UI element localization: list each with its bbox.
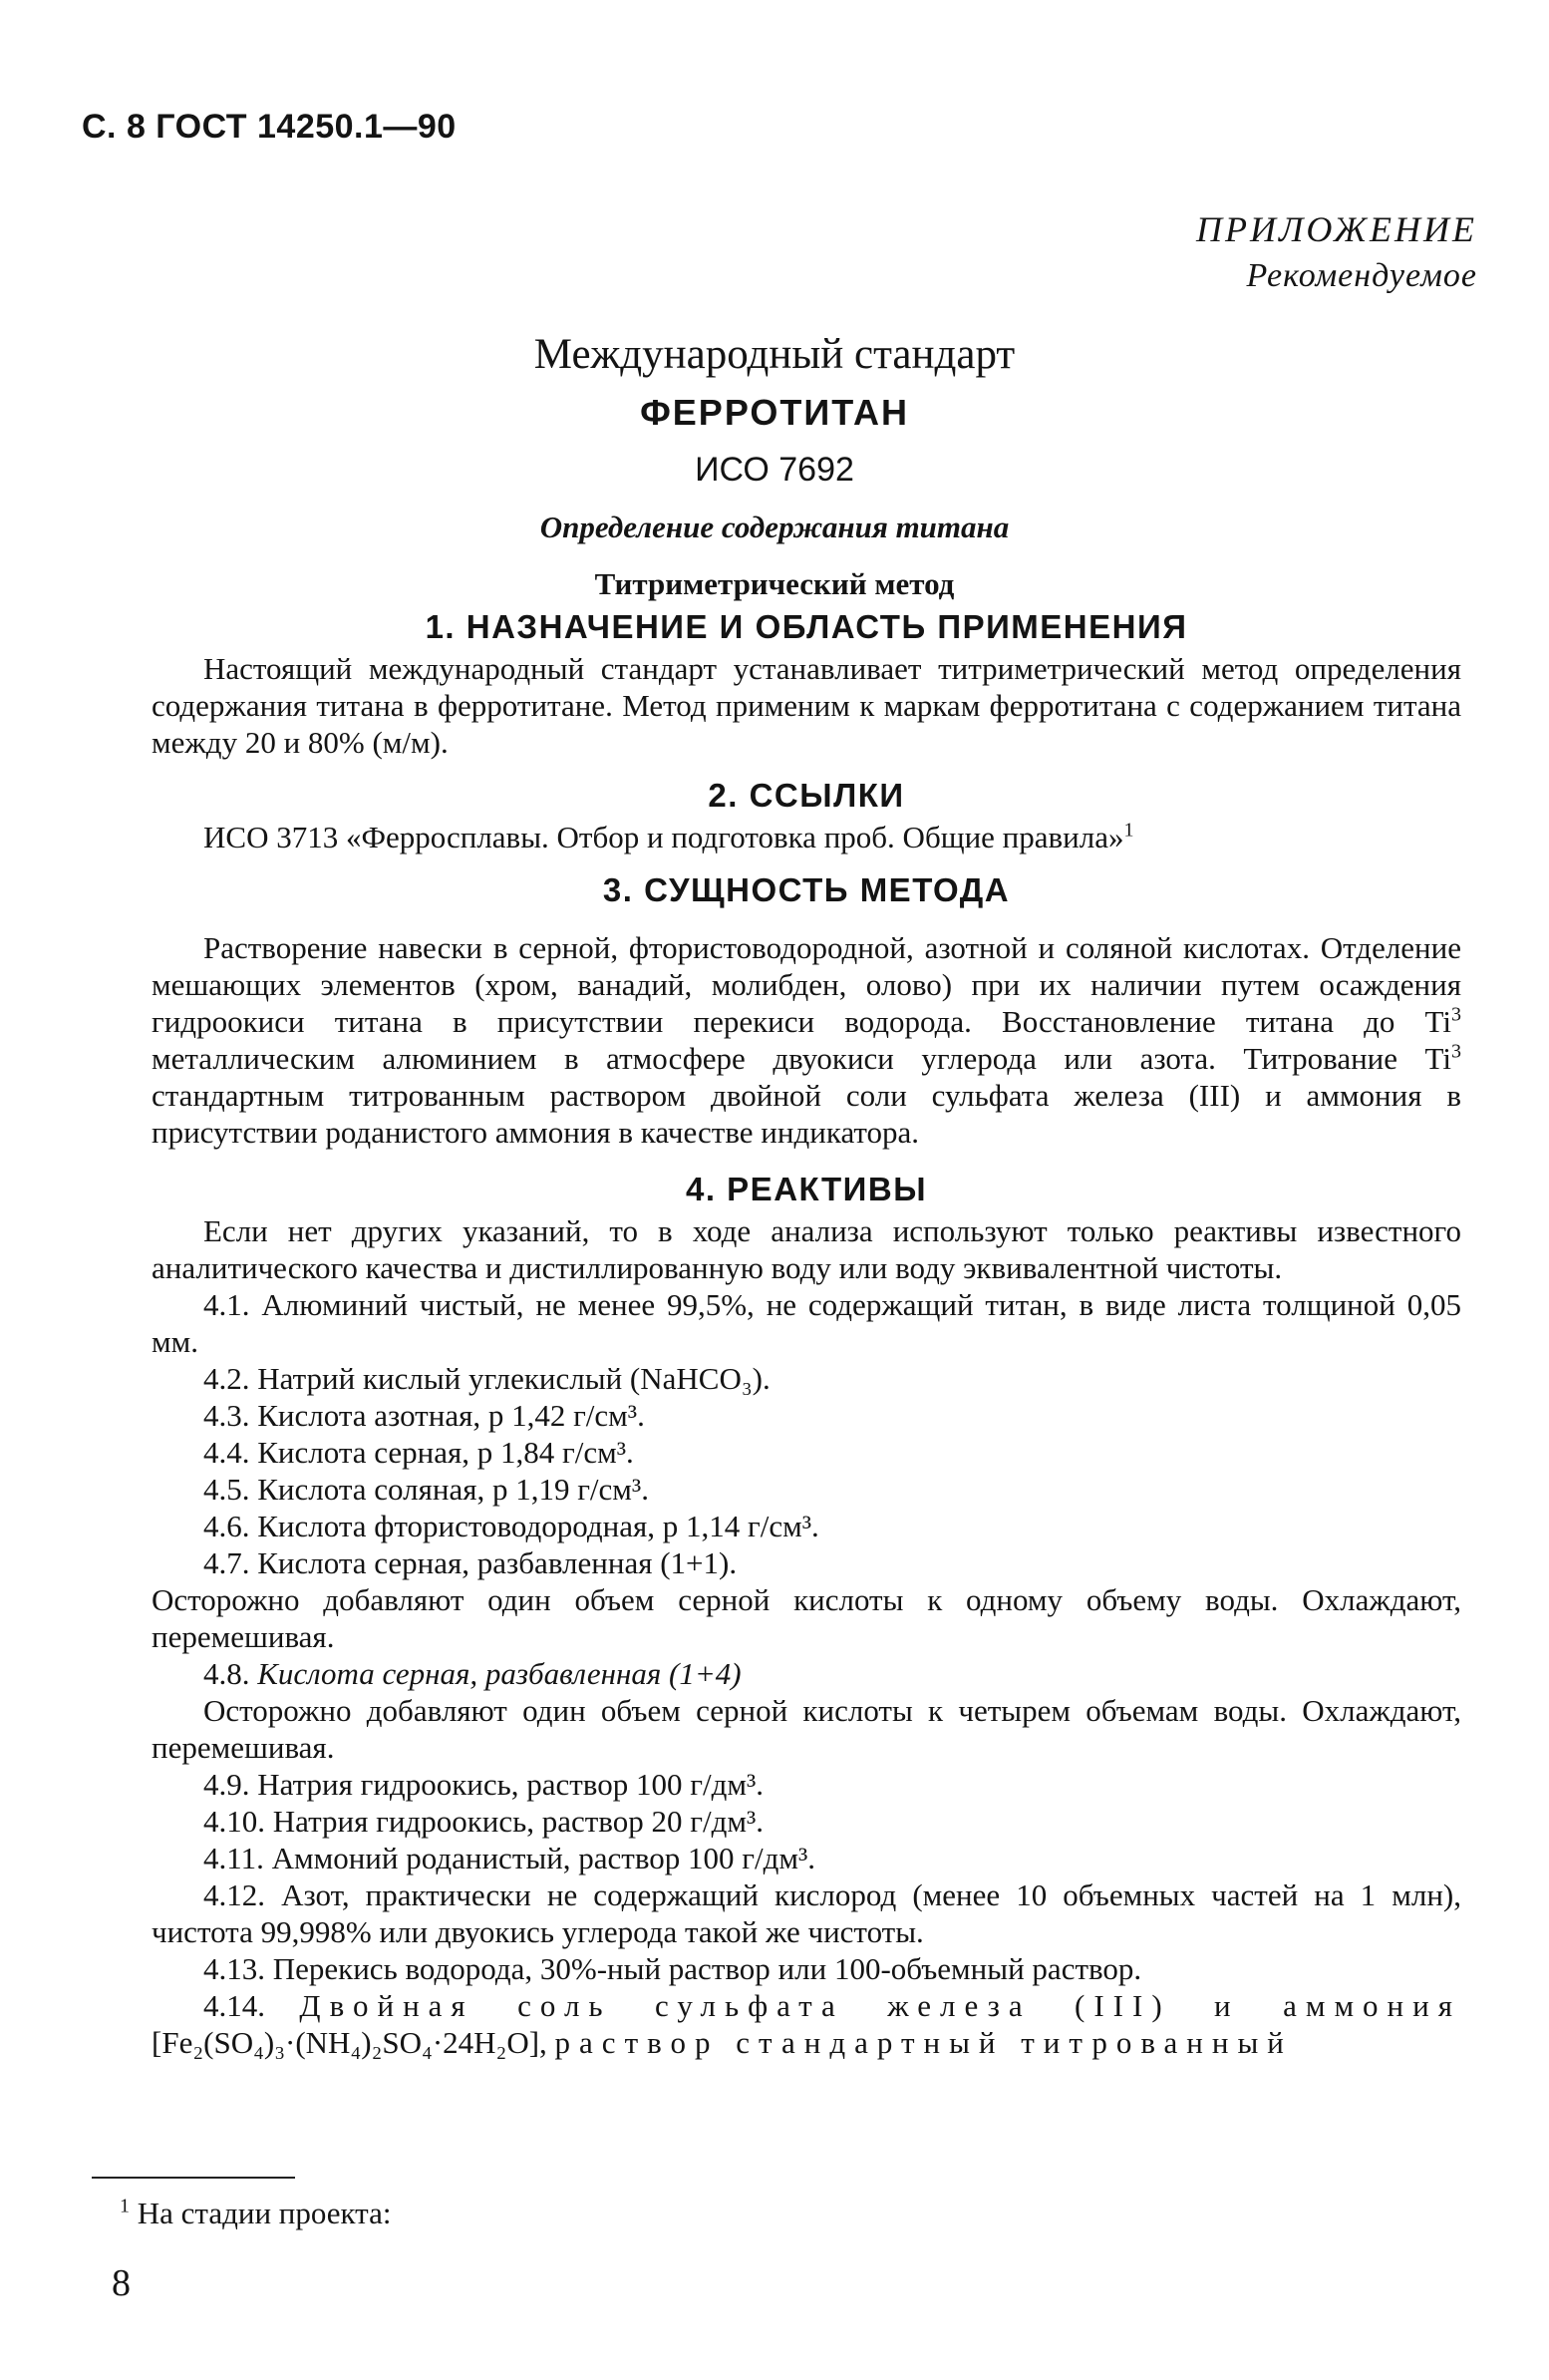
section-1-text: Настоящий международный стандарт устанавливает титриметрический метод определения содержания титана в ферротитане. Метод применим к маркам ферротитана с содержанием титана между 20 и 80% (м/м). (152, 651, 1461, 760)
item-4-8-title: Кислота серная, разбавленная (1+4) (257, 1656, 742, 1691)
section-1-heading: 1. НАЗНАЧЕНИЕ И ОБЛАСТЬ ПРИМЕНЕНИЯ (425, 608, 1188, 645)
item-4-14-formula: [Fe₂(SO₄)₃·(NH₄)₂SO₄·24H₂O], (152, 2025, 547, 2060)
document-body (152, 604, 1461, 2061)
footnote-divider (92, 2177, 295, 2179)
page-number: 8 (112, 2262, 131, 2304)
title-determination: Определение содержания титана (539, 510, 1010, 544)
footnote-reference-mark: 1 (1123, 819, 1134, 842)
item-4-14-name: Двойная соль сульфата железа (III) и аммония (299, 1988, 1461, 2023)
section-4-heading: 4. РЕАКТИВЫ (685, 1171, 928, 1207)
footnote-text: На стадии проекта: (137, 2196, 392, 2230)
item-4-8-note: Осторожно добавляют один объем серной кислоты к четырем объемам воды. Охлаждают, перемешивая. (152, 1693, 1461, 1765)
superscript-ti-2: 3 (1451, 1040, 1461, 1063)
section-3-text-part-c: стандартным титрованным раствором двойной соли сульфата железа (III) и аммония в присутствии роданистого аммония в качестве индикатора. (152, 1078, 1461, 1150)
title-iso-number: ИСО 7692 (695, 451, 854, 489)
item-4-11: 4.11. Аммоний роданистый, раствор 100 г/дм³. (203, 1841, 816, 1875)
section-3-text-part-a: Растворение навески в серной, фтористоводородной, азотной и соляной кислотах. Отделение мешающих элементов (хром, ванадий, молибден, олово) при их наличии путем осаждения гидроокиси титана в присутствии перекиси водорода. Восстановление титана до Ti (152, 930, 1461, 1039)
superscript-ti-1: 3 (1451, 1003, 1461, 1026)
title-method: Титриметрический метод (594, 566, 955, 601)
appendix-status: Рекомендуемое (1246, 257, 1477, 294)
item-4-14 (152, 1987, 1461, 2061)
item-4-8 (152, 1655, 1461, 1692)
item-4-5: 4.5. Кислота соляная, р 1,19 г/см³. (203, 1472, 649, 1507)
section-3-text (152, 929, 1461, 1151)
running-header: С. 8 ГОСТ 14250.1—90 (82, 108, 457, 146)
item-4-2: 4.2. Натрий кислый углекислый (NaHCO₃). (203, 1361, 771, 1396)
section-3-heading: 3. СУЩНОСТЬ МЕТОДА (602, 871, 1011, 908)
item-4-3: 4.3. Кислота азотная, р 1,42 г/см³. (203, 1398, 645, 1433)
section-3-text-part-b: металлическим алюминием в атмосфере двуокиси углерода или азота. Титрование Ti (152, 1041, 1451, 1076)
footnote (120, 2196, 391, 2231)
item-4-8-number: 4.8. (203, 1656, 250, 1691)
item-4-7: 4.7. Кислота серная, разбавленная (1+1). (203, 1545, 738, 1580)
title-standard-type: Международный стандарт (533, 331, 1016, 378)
appendix-label: ПРИЛОЖЕНИЕ (1196, 209, 1477, 249)
item-4-4: 4.4. Кислота серная, р 1,84 г/см³. (203, 1435, 634, 1470)
item-4-14-tail: раствор стандартный титрованный (554, 2025, 1293, 2060)
item-4-1: 4.1. Алюминий чистый, не менее 99,5%, не содержащий титан, в виде листа толщиной 0,05 мм. (152, 1287, 1461, 1359)
section-4-intro: Если нет других указаний, то в ходе анализа используют только реактивы известного аналитического качества и дистиллированную воду или воду эквивалентной чистоты. (152, 1213, 1461, 1285)
item-4-7-note: Осторожно добавляют один объем серной кислоты к одному объему воды. Охлаждают, перемешивая. (152, 1582, 1461, 1654)
item-4-12: 4.12. Азот, практически не содержащий кислород (менее 10 объемных частей на 1 млн), чистота 99,998% или двуокись углерода такой же чистоты. (152, 1877, 1461, 1949)
item-4-14-number: 4.14. (203, 1988, 265, 2023)
footnote-mark: 1 (120, 2195, 130, 2217)
item-4-13: 4.13. Перекись водорода, 30%-ный раствор или 100-объемный раствор. (203, 1951, 1142, 1986)
item-4-10: 4.10. Натрия гидроокись, раствор 20 г/дм³. (203, 1804, 764, 1839)
title-block (0, 325, 1549, 612)
item-4-9: 4.9. Натрия гидроокись, раствор 100 г/дм³. (203, 1767, 764, 1802)
title-material: ФЕРРОТИТАН (640, 392, 909, 433)
section-2-heading: 2. ССЫЛКИ (708, 777, 905, 814)
section-2-reference: ИСО 3713 «Ферросплавы. Отбор и подготовка проб. Общие правила» (203, 820, 1124, 854)
appendix-label-block (1196, 205, 1477, 299)
item-4-6: 4.6. Кислота фтористоводородная, р 1,14 г/см³. (203, 1509, 819, 1543)
section-2-text (152, 819, 1461, 855)
